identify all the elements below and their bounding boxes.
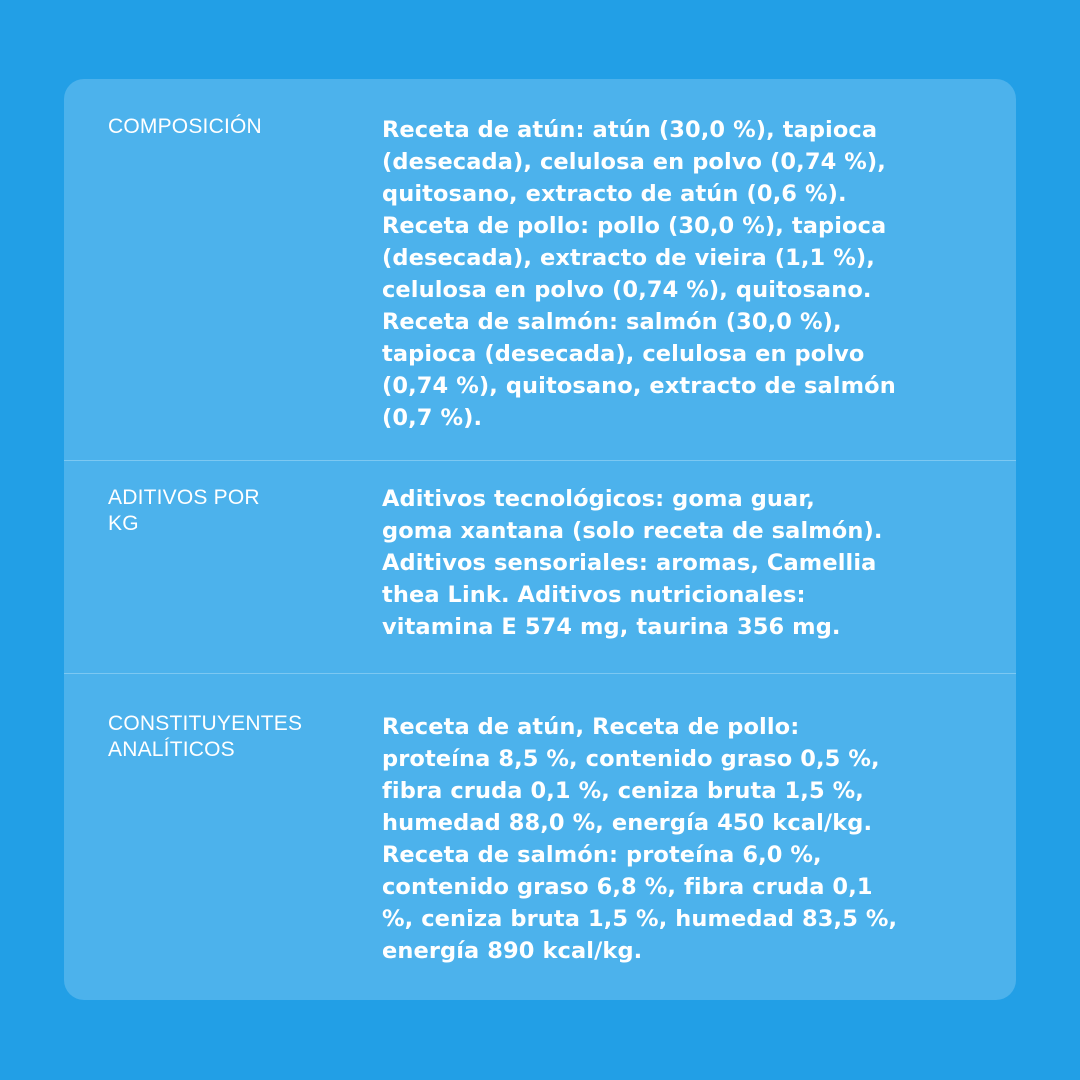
- text-line: Receta de salmón: proteína 6,0 %,: [382, 842, 822, 868]
- additives-value: [382, 483, 982, 643]
- text-line: %, ceniza bruta 1,5 %, humedad 83,5 %,: [382, 906, 898, 932]
- text-line: celulosa en polvo (0,74 %), quitosano.: [382, 277, 872, 303]
- text-line: Receta de pollo: pollo (30,0 %), tapioca: [382, 213, 887, 239]
- text-line: fibra cruda 0,1 %, ceniza bruta 1,5 %,: [382, 778, 864, 804]
- text-line: humedad 88,0 %, energía 450 kcal/kg.: [382, 810, 873, 836]
- text-line: Aditivos tecnológicos: goma guar,: [382, 486, 815, 512]
- text-line: energía 890 kcal/kg.: [382, 938, 643, 964]
- composition-label: [108, 114, 338, 140]
- analytical-constituents-value: [382, 711, 982, 967]
- text-line: quitosano, extracto de atún (0,6 %).: [382, 181, 847, 207]
- text-line: (0,7 %).: [382, 405, 483, 431]
- text-line: contenido graso 6,8 %, fibra cruda 0,1: [382, 874, 873, 900]
- composition-value: [382, 114, 982, 434]
- text-line: goma xantana (solo receta de salmón).: [382, 518, 883, 544]
- text-line: (desecada), extracto de vieira (1,1 %),: [382, 245, 875, 271]
- additives-label: [108, 485, 338, 537]
- text-line: tapioca (desecada), celulosa en polvo: [382, 341, 865, 367]
- nutrition-info-card: [64, 79, 1016, 1000]
- text-line: vitamina E 574 mg, taurina 356 mg.: [382, 614, 841, 640]
- analytical-constituents-label: [108, 711, 338, 763]
- label-line: ANALÍTICOS: [108, 738, 235, 761]
- text-line: Receta de salmón: salmón (30,0 %),: [382, 309, 842, 335]
- text-line: proteína 8,5 %, contenido graso 0,5 %,: [382, 746, 880, 772]
- row-divider: [64, 673, 1016, 674]
- text-line: Receta de atún: atún (30,0 %), tapioca: [382, 117, 878, 143]
- text-line: (0,74 %), quitosano, extracto de salmón: [382, 373, 896, 399]
- label-line: CONSTITUYENTES: [108, 712, 303, 735]
- text-line: Receta de atún, Receta de pollo:: [382, 714, 800, 740]
- text-line: (desecada), celulosa en polvo (0,74 %),: [382, 149, 886, 175]
- label-line: COMPOSICIÓN: [108, 115, 262, 138]
- text-line: thea Link. Aditivos nutricionales:: [382, 582, 806, 608]
- label-line: ADITIVOS POR: [108, 486, 260, 509]
- label-line: KG: [108, 512, 139, 535]
- row-divider: [64, 460, 1016, 461]
- text-line: Aditivos sensoriales: aromas, Camellia: [382, 550, 877, 576]
